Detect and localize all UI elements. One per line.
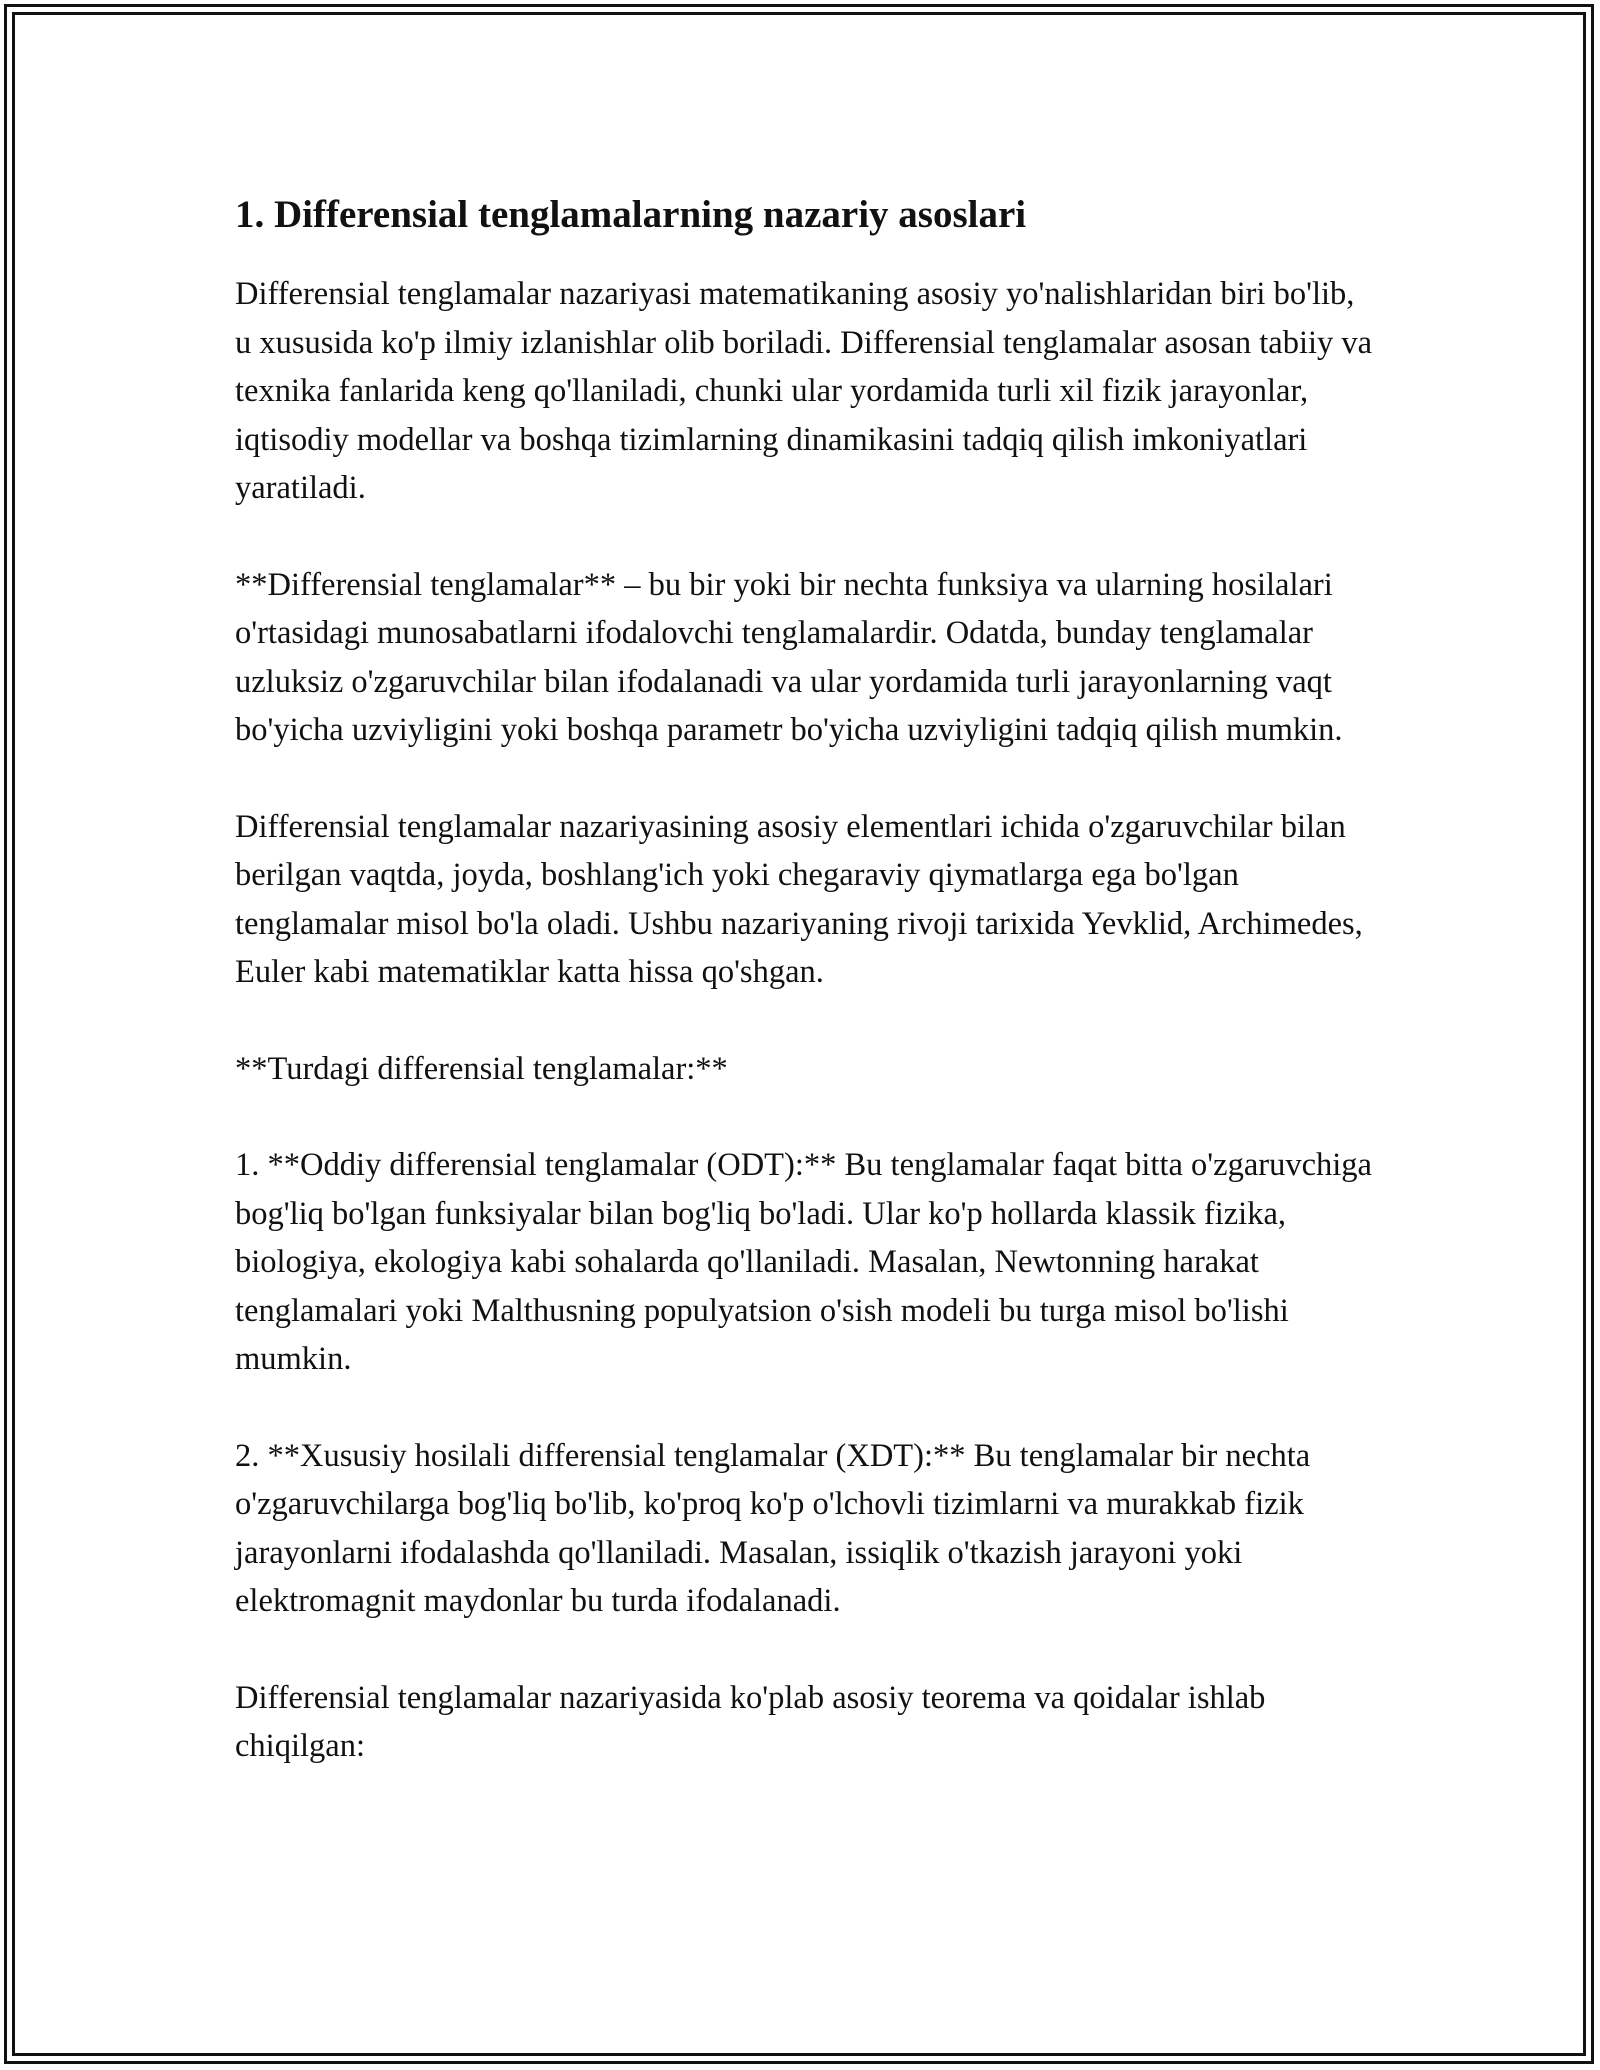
paragraph-type-ode: 1. **Oddiy differensial tenglamalar (ODT):** Bu tenglamalar faqat bitta o'zgaruvchiga bog'liq bo'lgan funksiyalar bilan bog'liq bo'ladi. Ular ko'p hollarda klassik fizika, biologiya, ekologiya kabi sohalarda qo'llaniladi. Masalan, Newtonning harakat tenglamalari yoki Malthusning populyatsion o'sish modeli bu turga misol bo'lishi mumkin. [235, 1147, 1372, 1377]
paragraph-intro: Differensial tenglamalar nazariyasi matematikaning asosiy yo'nalishlaridan biri bo'lib, u xususida ko'p ilmiy izlanishlar olib boriladi. Differensial tenglamalar asosan tabiiy va texnika fanlarida keng qo'llaniladi, chunki ular yordamida turli xil fizik jarayonlar, iqtisodiy modellar va boshqa tizimlarning dinamikasini tadqiq qilish imkoniyatlari yaratiladi. [235, 276, 1373, 506]
paragraph-definition: **Differensial tenglamalar** – bu bir yoki bir nechta funksiya va ularning hosilalari o'rtasidagi munosabatlarni ifodalovchi tenglamalardir. Odatda, bunday tenglamalar uzluksiz o'zgaruvchilar bilan ifodalanadi va ular yordamida turli jarayonlarning vaqt bo'yicha uzviyligini yoki boshqa parametr bo'yicha uzviyligini tadqiq qilish mumkin. [235, 566, 1343, 748]
paragraph-theorems: Differensial tenglamalar nazariyasida ko'plab asosiy teorema va qoidalar ishlab chiqilgan: [235, 1679, 1266, 1764]
section-heading: 1. Differensial tenglamalarning nazariy asoslari [235, 193, 1027, 236]
paragraph-elements: Differensial tenglamalar nazariyasining asosiy elementlari ichida o'zgaruvchilar bilan berilgan vaqtda, joyda, boshlang'ich yoki chegaraviy qiymatlarga ega bo'lgan tenglamalar misol bo'la oladi. Ushbu nazariyaning rivoji tarixida Yevklid, Archimedes, Euler kabi matematiklar katta hissa qo'shgan. [235, 808, 1363, 990]
document-page [235, 190, 1375, 1819]
paragraph-types-heading: **Turdagi differensial tenglamalar:** [235, 1050, 728, 1087]
paragraph-type-pde: 2. **Xususiy hosilali differensial tenglamalar (XDT):** Bu tenglamalar bir nechta o'zgaruvchilarga bog'liq bo'lib, ko'proq ko'p o'lchovli tizimlarni va murakkab fizik jarayonlarni ifodalashda qo'llaniladi. Masalan, issiqlik o'tkazish jarayoni yoki elektromagnit maydonlar bu turda ifodalanadi. [235, 1437, 1311, 1619]
